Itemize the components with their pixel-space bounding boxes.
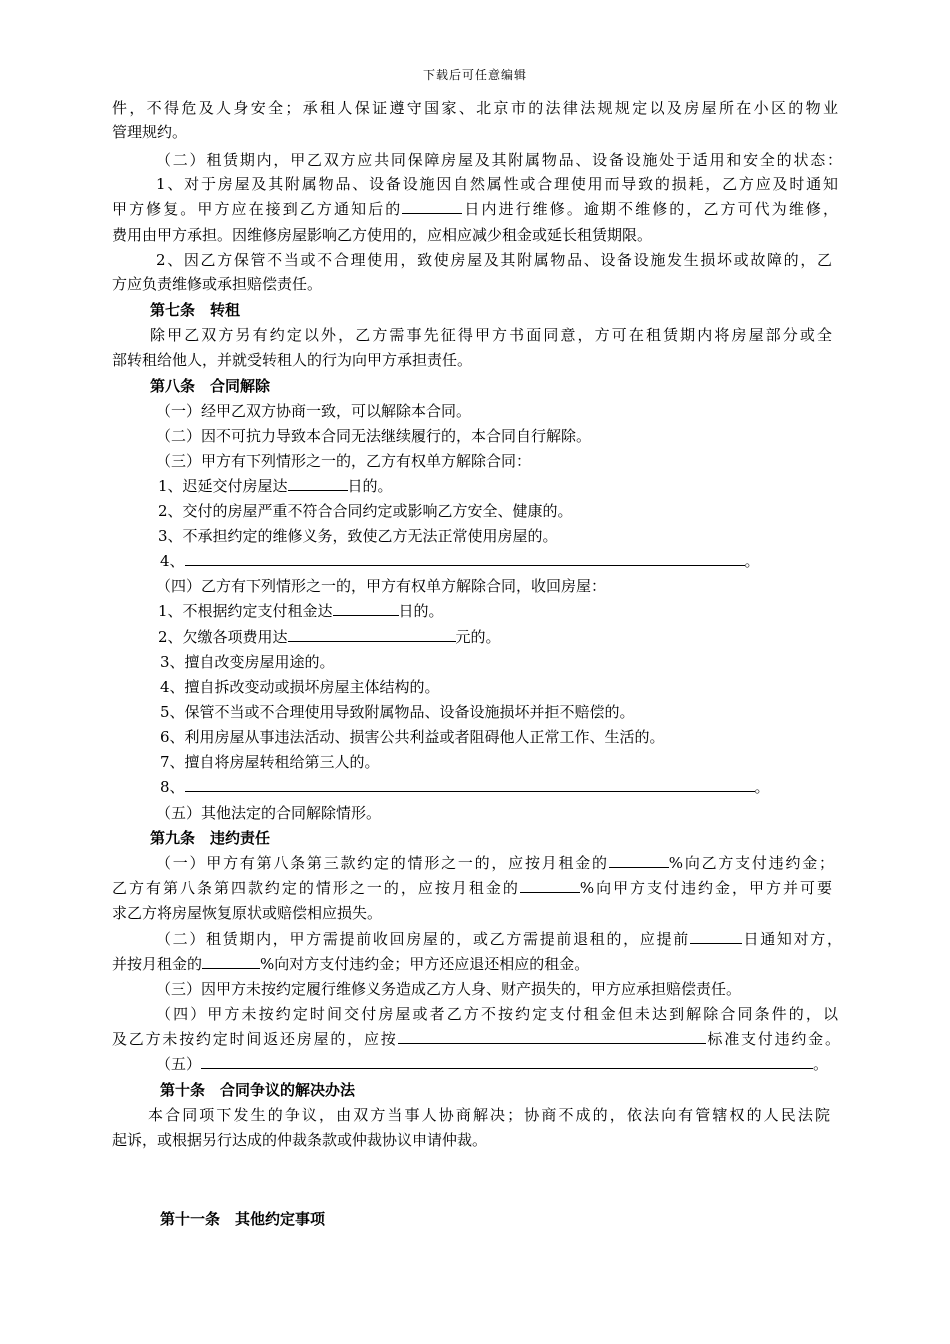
line-text: 管理规约。 [112,123,188,141]
line-text: 2、因乙方保管不当或不合理使用，致使房屋及其附属物品、设备设施发生损坏或故障的，乙 [156,251,832,269]
line-text: 5、保管不当或不合理使用导致附属物品、设备设施损坏并拒不赔偿的。 [160,703,635,721]
line-text: 求乙方将房屋恢复原状或赔偿相应损失。 [112,904,383,922]
line-text: 3、不承担约定的维修义务，致使乙方无法正常使用房屋的。 [158,527,558,545]
line-text: 6、利用房屋从事违法活动、损害公共利益或者阻碍他人正常工作、生活的。 [160,728,665,746]
section-heading [150,300,240,320]
text-line [158,627,501,647]
text-line [112,878,832,898]
fill-in-blank[interactable] [398,1029,706,1044]
fill-in-blank[interactable] [185,551,745,566]
line-text-after: 。 [744,552,760,570]
text-line [158,476,393,496]
page-header: 下载后可任意编辑 [422,68,527,82]
text-line [160,727,665,747]
text-line [160,702,635,722]
line-text: 第十条 合同争议的解决办法 [160,1081,356,1099]
line-text: 第八条 合同解除 [150,377,271,395]
line-text: （二）租赁期内，甲乙双方应共同保障房屋及其附属物品、设备设施处于适用和安全的状态： [156,151,842,169]
text-line [112,1130,487,1150]
line-text: （三）因甲方未按约定履行维修义务造成乙方人身、财产损失的，甲方应承担赔偿责任。 [156,980,742,998]
line-text: 部转租给他人，并就受转租人的行为向甲方承担责任。 [112,351,473,369]
line-text: （四）乙方有下列情形之一的，甲方有权单方解除合同，收回房屋： [156,577,607,595]
line-text-before: 8、 [160,778,185,796]
text-line [112,274,322,294]
line-text-after: 。 [754,778,770,796]
fill-in-blank[interactable] [201,1054,813,1069]
text-line [112,954,589,974]
text-line [158,501,573,521]
text-line [158,601,444,621]
line-text-after: 日内进行维修。逾期不维修的，乙方可代为维修， [462,200,838,218]
line-text-after: 日的。 [347,477,393,495]
text-line [156,803,381,823]
fill-in-blank[interactable] [185,777,755,792]
text-line [156,174,838,194]
text-line [160,777,770,797]
fill-in-blank[interactable] [609,853,669,868]
line-text-before: 及乙方未按约定时间返还房屋的，应按 [112,1030,398,1048]
fill-in-blank[interactable] [288,627,456,642]
fill-in-blank[interactable] [402,199,462,214]
line-text: 本合同项下发生的争议，由双方当事人协商解决；协商不成的，依法向有管辖权的人民法院 [148,1106,830,1124]
text-line [156,426,591,446]
text-line [112,122,187,142]
line-text-after: 元的。 [455,628,501,646]
text-line [112,98,838,118]
line-text: 除甲乙双方另有约定以外，乙方需事先征得甲方书面同意，方可在租赁期内将房屋部分或全 [150,326,832,344]
line-text: 4、擅自拆改变动或损坏房屋主体结构的。 [160,678,440,696]
line-text: 起诉，或根据另行达成的仲裁条款或仲裁协议申请仲裁。 [112,1131,488,1149]
line-text-before: （五） [156,1055,202,1073]
fill-in-blank[interactable] [288,476,348,491]
line-text: 7、擅自将房屋转租给第三人的。 [160,753,380,771]
text-line [156,1004,838,1024]
section-heading [160,1080,355,1100]
text-line [156,401,471,421]
line-text-before: 1、不根据约定支付租金达 [158,602,333,620]
line-text-before: 4、 [160,552,185,570]
text-line [160,752,380,772]
line-text: （四）甲方未按约定时间交付房屋或者乙方不按约定支付租金但未达到解除合同条件的，以 [156,1005,838,1023]
text-line [156,853,834,873]
text-line [150,325,832,345]
text-line [112,1029,840,1049]
text-line [158,526,558,546]
text-line [148,1105,830,1125]
line-text: 第七条 转租 [150,301,241,319]
fill-in-blank[interactable] [690,929,742,944]
text-line [156,1054,828,1074]
line-text-before: 甲方修复。甲方应在接到乙方通知后的 [112,200,403,218]
text-line [112,199,838,219]
text-line [156,250,832,270]
line-text: （五）其他法定的合同解除情形。 [156,804,382,822]
line-text-before: 并按月租金的 [112,955,203,973]
text-line [160,551,760,571]
fill-in-blank[interactable] [202,954,260,969]
text-line [112,225,652,245]
line-text-after: %向乙方支付违约金； [668,854,834,872]
text-line [156,451,531,471]
line-text-after: 标准支付违约金。 [705,1030,840,1048]
line-text-before: 2、欠缴各项费用达 [158,628,288,646]
section-heading [150,828,270,848]
line-text: 3、擅自改变房屋用途的。 [160,653,335,671]
line-text: 件，不得危及人身安全；承租人保证遵守国家、北京市的法律法规规定以及房屋所在小区的物业 [112,99,838,117]
line-text: （一）经甲乙双方协商一致，可以解除本合同。 [156,402,472,420]
line-text-after: %向对方支付违约金；甲方还应退还相应的租金。 [260,955,590,973]
line-text-after: 日通知对方， [741,930,842,948]
line-text-before: （一）甲方有第八条第三款约定的情形之一的，应按月租金的 [156,854,609,872]
section-heading [150,376,270,396]
section-heading [160,1209,325,1229]
line-text-after: %向甲方支付违约金，甲方并可要 [579,879,832,897]
line-text-after: 。 [813,1055,829,1073]
line-text-before: 乙方有第八条第四款约定的情形之一的，应按月租金的 [112,879,520,897]
line-text-before: （二）租赁期内，甲方需提前收回房屋的，或乙方需提前退租的，应提前 [156,930,690,948]
line-text: 第十一条 其他约定事项 [160,1210,326,1228]
text-line [112,903,382,923]
text-line [156,150,842,170]
line-text: （二）因不可抗力导致本合同无法继续履行的，本合同自行解除。 [156,427,592,445]
text-line [156,979,741,999]
line-text: 第九条 违约责任 [150,829,271,847]
text-line [160,652,335,672]
line-text: 方应负责维修或承担赔偿责任。 [112,275,323,293]
line-text: 2、交付的房屋严重不符合合同约定或影响乙方安全、健康的。 [158,502,573,520]
line-text-before: 1、迟延交付房屋达 [158,477,288,495]
text-line [160,677,440,697]
line-text-after: 日的。 [398,602,444,620]
fill-in-blank[interactable] [333,601,399,616]
line-text: （三）甲方有下列情形之一的，乙方有权单方解除合同： [156,452,532,470]
line-text: 1、对于房屋及其附属物品、设备设施因自然属性或合理使用而导致的损耗，乙方应及时通知 [156,175,838,193]
fill-in-blank[interactable] [520,878,580,893]
text-line [156,576,606,596]
text-line [112,350,472,370]
line-text: 费用由甲方承担。因维修房屋影响乙方使用的，应相应减少租金或延长租赁期限。 [112,226,653,244]
text-line [156,929,842,949]
